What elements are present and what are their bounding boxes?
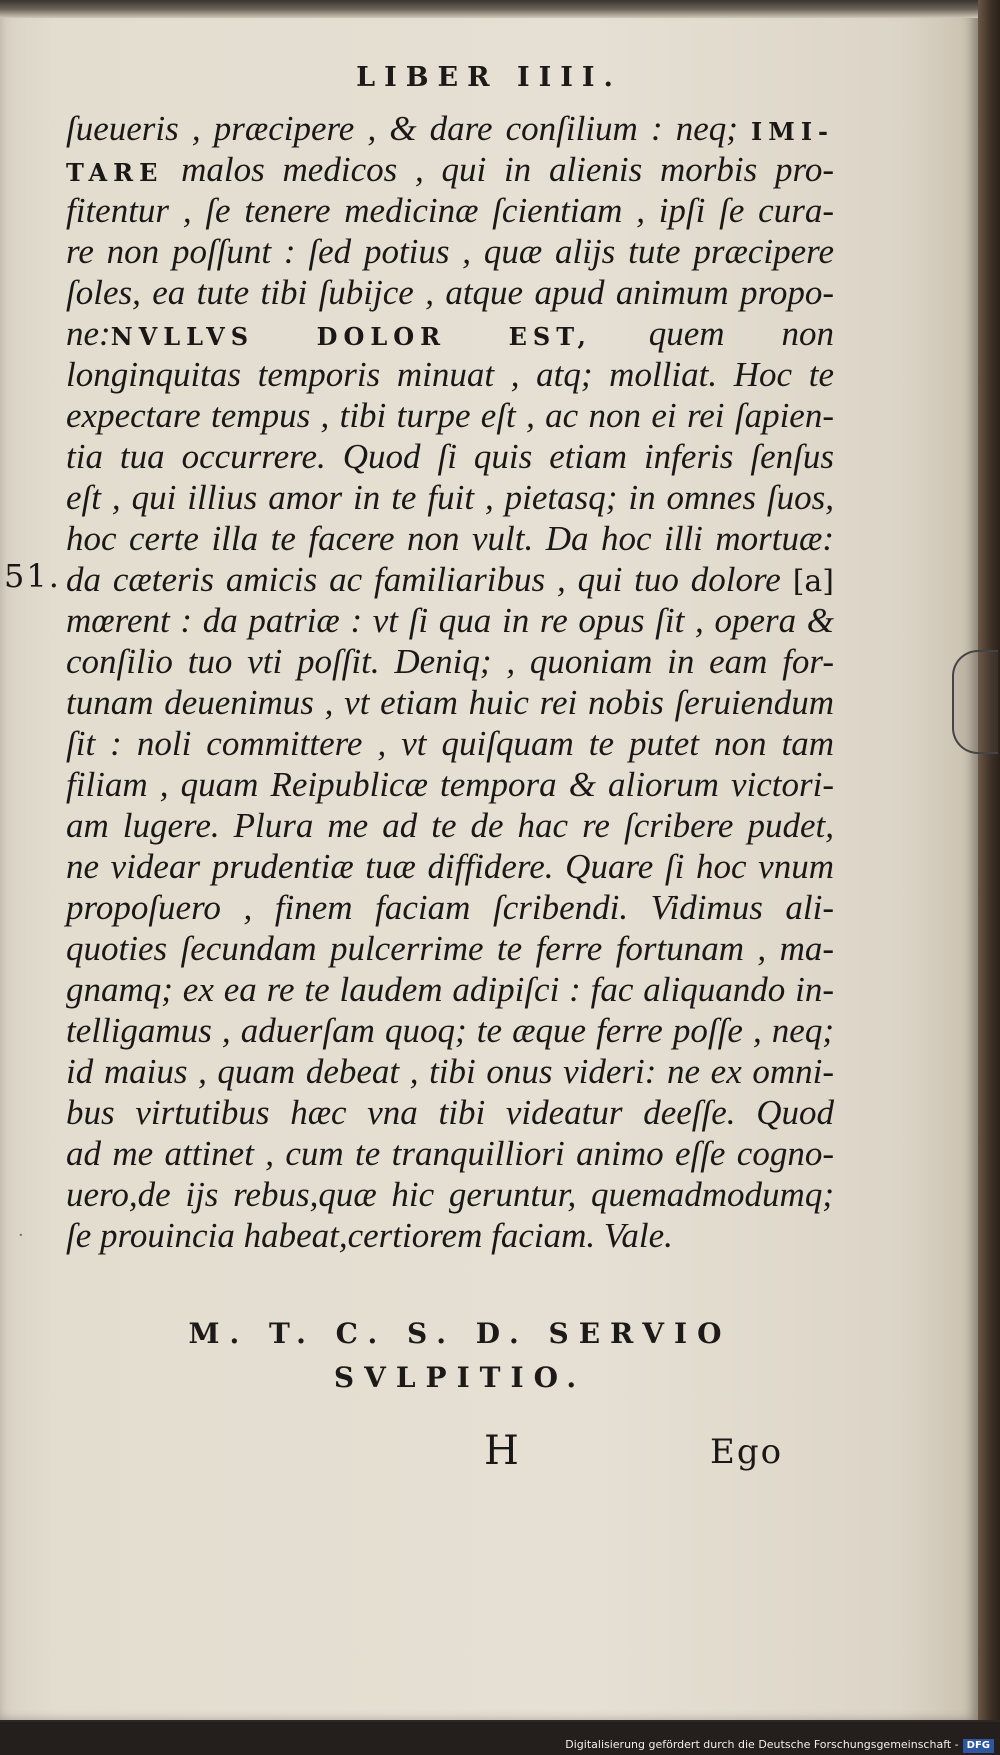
text-line: ne:NVLLVS DOLOR EST, quem non (66, 314, 834, 353)
text-line: bus virtutibus hæc vna tibi videatur deeſſe. Quod (66, 1093, 834, 1132)
text-line: longinquitas temporis minuat , atq; molliat. Hoc te (66, 355, 834, 394)
text-line: ne videar prudentiæ tuæ diffidere. Quare ſi hoc vnum (66, 847, 834, 886)
running-header: LIBER IIII. (356, 62, 622, 93)
initial-letter: H (484, 1428, 519, 1474)
text-line: TARE malos medicos , qui in alienis morbis pro- (66, 150, 834, 189)
body-text (66, 108, 834, 1256)
book-spine (978, 0, 1000, 1720)
text-line: quoties ſecundam pulcerrime te ferre fortunam , ma- (66, 929, 834, 968)
text-line: ſoles, ea tute tibi ſubijce , atque apud animum propo- (66, 273, 834, 312)
text-line: fitentur , ſe tenere medicinæ ſcientiam , ipſi ſe cura- (66, 191, 834, 230)
text-line: hoc certe illa te facere non vult. Da hoc illi mortuæ: (66, 519, 834, 558)
margin-letter-number: 51. (4, 557, 61, 595)
footnote-marker: [a] (792, 564, 834, 599)
text-line: id maius , quam debeat , tibi onus videri: ne ex omni- (66, 1052, 834, 1091)
text-line: re non poſſunt : ſed potius , quæ alijs tute præcipere (66, 232, 834, 271)
text-line: mœrent : da patriæ : vt ſi qua in re opus ſit , opera & (66, 601, 834, 640)
salutation-line-1: M. T. C. S. D. SERVIO (188, 1317, 732, 1350)
text-line: filiam , quam Reipublicæ tempora & aliorum victori- (66, 765, 834, 804)
clasp-ring (952, 650, 998, 754)
page-top-edge (0, 0, 978, 18)
text-line: ſueueris , præcipere , & dare conſilium : neq; IMI- (66, 109, 835, 148)
salutation-line-2: SVLPITIO. (333, 1361, 587, 1394)
text-line: expectare tempus , tibi turpe eſt , ac non ei rei ſapien- (66, 396, 834, 435)
text-line: ſe prouincia habeat,certiorem faciam. Vale. (66, 1216, 673, 1255)
text-line: eſt , qui illius amor in te fuit , pietasq; in omnes ſuos, (66, 478, 834, 517)
text-line: telligamus , aduerſam quoq; te æque ferre poſſe , neq; (66, 1011, 834, 1050)
catchword: Ego (710, 1432, 784, 1472)
text-line: conſilio tuo vti poſſit. Deniq; , quoniam in eam for- (66, 642, 834, 681)
text-line: ſit : noli committere , vt quiſquam te putet non tam (66, 724, 834, 763)
text-line: am lugere. Plura me ad te de hac re ſcribere pudet, (66, 806, 834, 845)
text-line: tunam deuenimus , vt etiam huic rei nobis ſeruiendum (66, 683, 834, 722)
text-line: propoſuero , finem faciam ſcribendi. Vidimus ali- (66, 888, 834, 927)
text-line: ad me attinet , cum te tranquilliori animo eſſe cogno- (66, 1134, 834, 1173)
footer-credit: Digitalisierung gefördert durch die Deutsche Forschungsgemeinschaft - DFG (565, 1737, 994, 1753)
text-line: da cæteris amicis ac familiaribus , qui tuo dolore [a] (66, 560, 834, 599)
letter-salutation (150, 1317, 770, 1405)
margin-mark: · (18, 1225, 24, 1246)
dfg-logo: DFG (963, 1739, 994, 1753)
text-line: tia tua occurrere. Quod ſi quis etiam inferis ſenſus (66, 437, 834, 476)
text-line: gnamq; ex ea re te laudem adipiſci : fac aliquando in- (66, 970, 834, 1009)
text-line: uero,de ijs rebus,quæ hic geruntur, quemadmodumq; (66, 1175, 834, 1214)
